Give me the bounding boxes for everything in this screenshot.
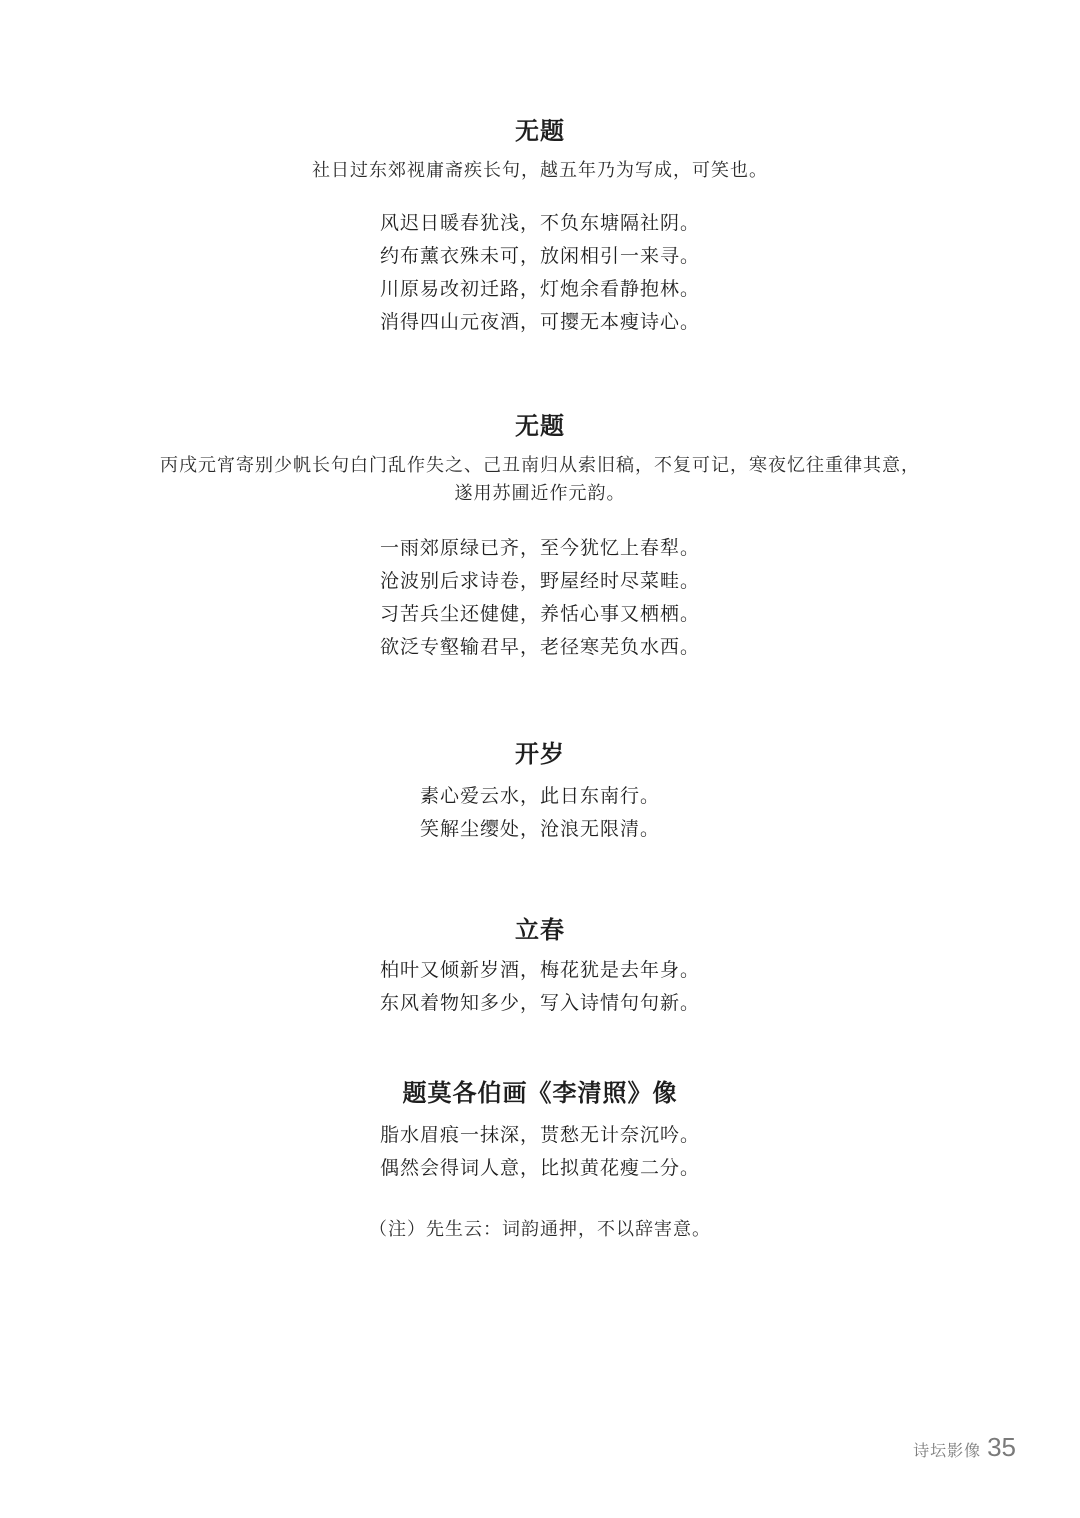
poem-preface-line: 丙戌元宵寄别少帆长句白门乱作失之、己丑南归从索旧稿，不复可记，寒夜忆往重律其意，: [160, 455, 920, 476]
poem-line: 川原易改初迁路，灯炮余看静抱林。: [379, 278, 700, 300]
poem-line: 风迟日暖春犹浅，不负东塘隔社阴。: [379, 212, 700, 234]
poem-line: 笑解尘缨处，沧浪无限清。: [419, 818, 660, 840]
poem-2: [0, 410, 1080, 664]
poem-line: 习苦兵尘还健健，养恬心事又栖栖。: [379, 603, 700, 625]
poem-preface-line: 遂用苏圃近作元韵。: [454, 483, 626, 504]
poem-line: 欲泛专壑输君早，老径寒芜负水西。: [379, 636, 700, 658]
poem-line: 偶然会得词人意，比拟黄花瘦二分。: [379, 1157, 700, 1179]
poem-title: 开岁: [515, 739, 565, 768]
poem-title: 题莫各伯画《李清照》像: [402, 1078, 678, 1107]
poem-body: [0, 207, 1080, 339]
poem-4: [0, 914, 1080, 1020]
poem-body: [0, 1119, 1080, 1185]
page-number: 35: [987, 1432, 1016, 1462]
poem-line: 柏叶又倾新岁酒，梅花犹是去年身。: [379, 959, 700, 981]
poem-line: 约布薰衣殊未可，放闲相引一来寻。: [379, 245, 700, 267]
poem-line: 脂水眉痕一抹深，贳愁无计奈沉吟。: [379, 1124, 700, 1146]
footnote: （注）先生云：词韵通押，不以辞害意。: [369, 1219, 711, 1240]
poem-title: 无题: [515, 411, 565, 440]
poem-line: 素心爱云水，此日东南行。: [419, 785, 660, 807]
poem-title: 无题: [515, 116, 565, 145]
poem-body: [0, 954, 1080, 1020]
poem-1: [0, 115, 1080, 339]
section-name: 诗坛影像: [913, 1441, 982, 1460]
poem-preface: [0, 452, 1080, 508]
poem-body: [0, 532, 1080, 664]
poem-line: 沧波别后求诗卷，野屋经时尽菜畦。: [379, 570, 700, 592]
poem-title: 立春: [515, 915, 565, 944]
poem-3: [0, 738, 1080, 846]
page-footer: [913, 1432, 1016, 1463]
poem-line: 消得四山元夜酒，可撄无本瘦诗心。: [379, 311, 700, 333]
poem-line: 东风着物知多少，写入诗情句句新。: [379, 992, 700, 1014]
poem-5: [0, 1077, 1080, 1185]
poem-line: 一雨郊原绿已齐，至今犹忆上春犁。: [379, 537, 700, 559]
poem-body: [0, 780, 1080, 846]
poem-preface: 社日过东郊视庸斋疾长句，越五年乃为写成，可笑也。: [312, 160, 768, 181]
